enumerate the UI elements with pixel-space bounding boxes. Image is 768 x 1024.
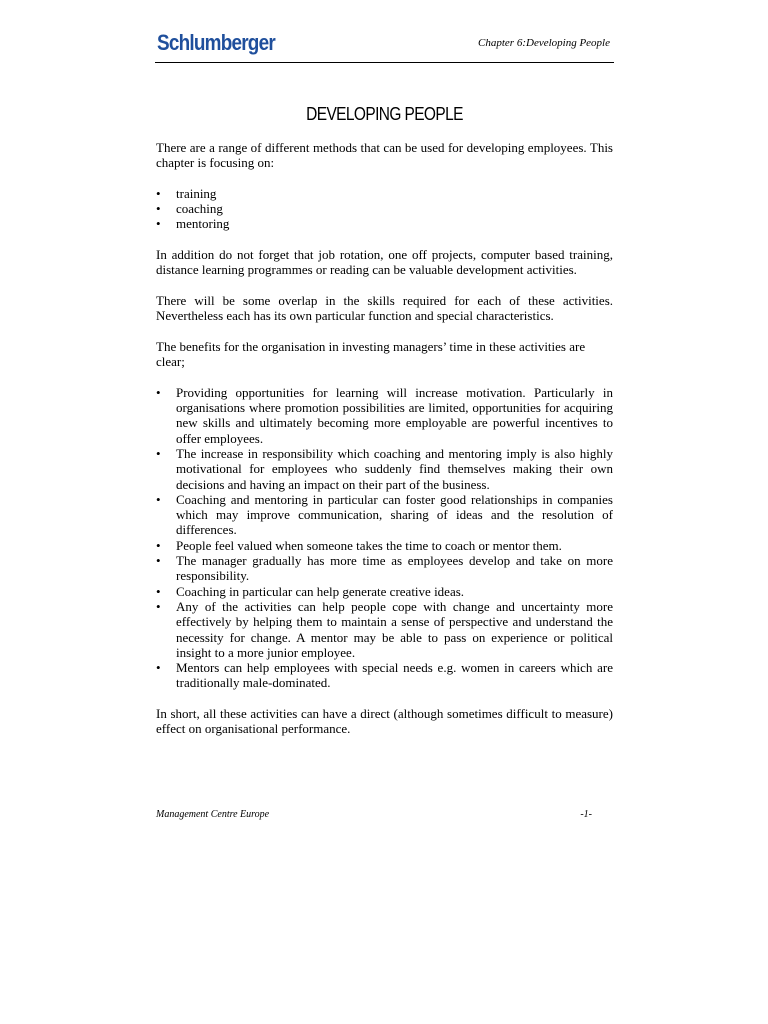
page-number: -1- — [580, 809, 592, 820]
schlumberger-logo: Schlumberger — [157, 30, 275, 55]
list-item: • Providing opportunities for learning will increase motivation. Particularly in organisations where promotion possibilities are limited, opportunities for acquiring new skills and ultimately becoming more employable are powerful incentives to offer employees. — [156, 384, 613, 446]
header-rule — [155, 62, 614, 63]
bullet-icon: • — [156, 445, 161, 461]
bullet-icon: • — [156, 537, 161, 553]
footer-organisation: Management Centre Europe — [156, 809, 270, 820]
methods-list — [156, 186, 613, 232]
bullet-icon: • — [156, 201, 161, 217]
benefits-intro-paragraph: The benefits for the organisation in investing managers’ time in these activities are clear; — [156, 338, 586, 370]
benefits-list — [156, 385, 613, 691]
bullet-icon: • — [156, 660, 161, 676]
conclusion-paragraph: In short, all these activities can have a direct (although sometimes difficult to measure) effect on organisational performance. — [156, 705, 613, 737]
bullet-icon: • — [156, 216, 161, 232]
list-item: • Coaching and mentoring in particular can foster good relationships in companies which may improve communication, sharing of ideas and the resolution of differences. — [156, 491, 613, 538]
list-item: • coaching — [156, 201, 223, 217]
intro-paragraph: There are a range of different methods that can be used for developing employees. This chapter is focusing on: — [156, 140, 613, 171]
bullet-icon: • — [156, 185, 161, 201]
page-title: DEVELOPING PEOPLE — [306, 104, 463, 124]
addition-paragraph: In addition do not forget that job rotation, one off projects, computer based training, distance learning programmes or reading can be valuable development activities. — [156, 247, 613, 278]
bullet-icon: • — [156, 583, 161, 599]
overlap-paragraph: There will be some overlap in the skills required for each of these activities. Nevertheless each has its own particular function and special characteristics. — [156, 292, 613, 324]
list-item: • Any of the activities can help people cope with change and uncertainty more effectively by helping them to maintain a sense of perspective and understand the necessity for change. A mentor may be able to pass on experience or political insight to a more junior employee. — [156, 598, 613, 660]
list-item: • The increase in responsibility which coaching and mentoring imply is also highly motivational for employees who suddenly find themselves making their own decisions and having an impact on their part of the business. — [156, 445, 613, 492]
bullet-icon: • — [156, 553, 161, 569]
bullet-icon: • — [156, 384, 161, 400]
document-body — [156, 140, 613, 752]
list-item: • Coaching in particular can help generate creative ideas. — [156, 583, 465, 599]
bullet-icon: • — [156, 598, 161, 614]
bullet-icon: • — [156, 491, 161, 507]
list-item: • The manager gradually has more time as employees develop and take on more responsibility. — [156, 553, 613, 584]
list-item: • mentoring — [156, 216, 230, 232]
chapter-title: Chapter 6:Developing People — [478, 37, 610, 49]
list-item: • Mentors can help employees with special needs e.g. women in careers which are traditionally male-dominated. — [156, 660, 613, 691]
list-item: • People feel valued when someone takes the time to coach or mentor them. — [156, 537, 562, 553]
list-item: • training — [156, 185, 217, 201]
